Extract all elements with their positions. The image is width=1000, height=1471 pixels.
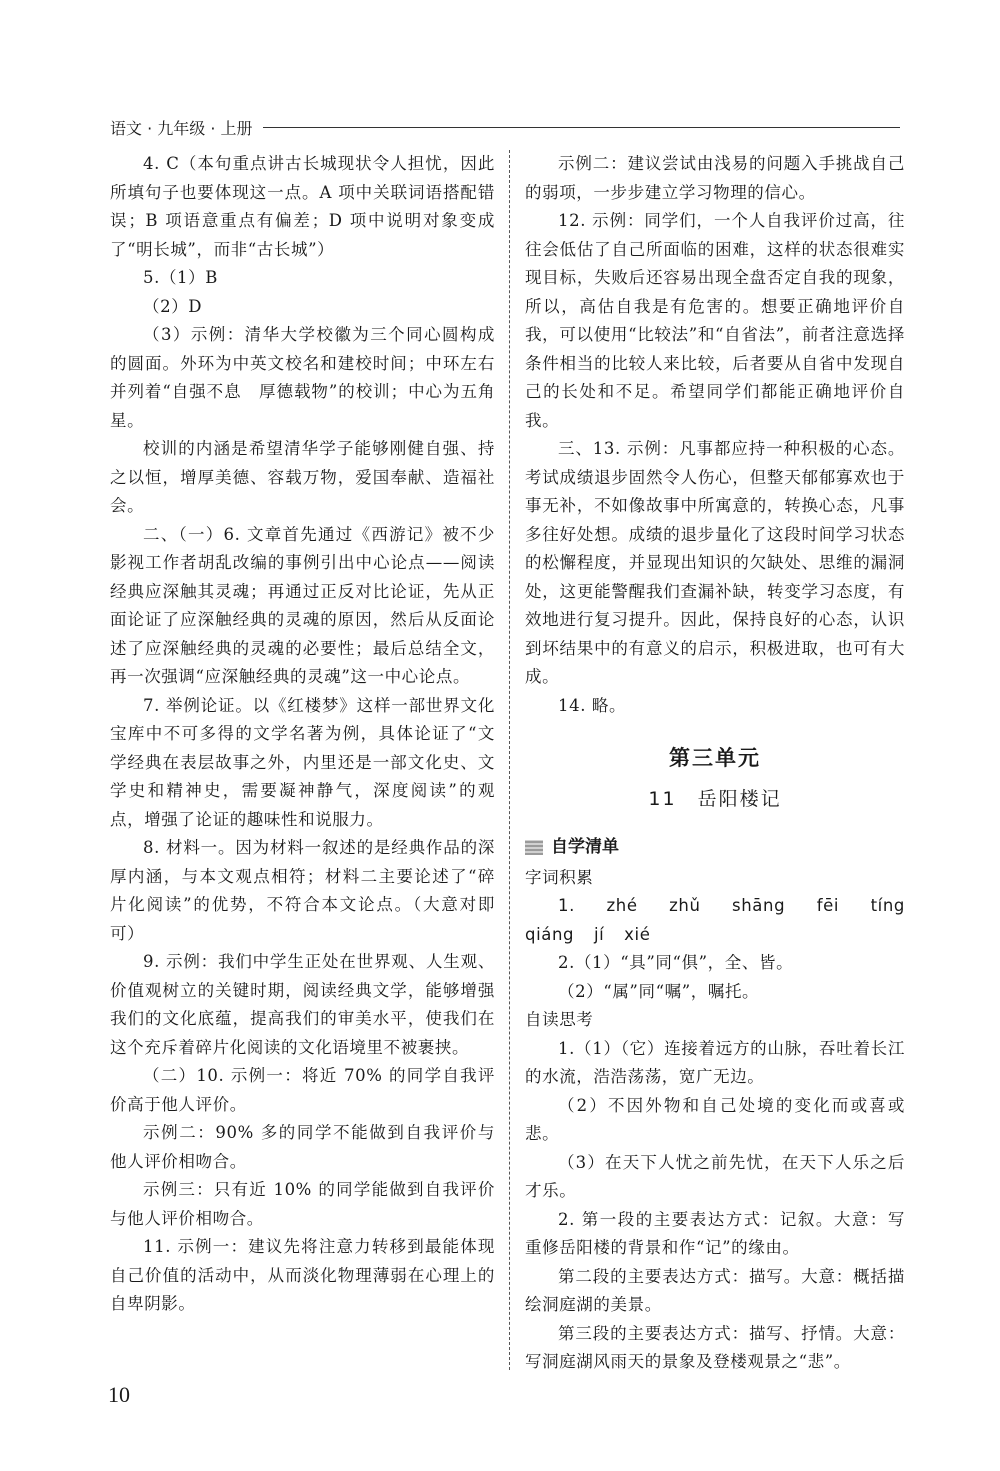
header-rule xyxy=(263,127,900,128)
answer-paragraph: （二）10. 示例一：将近 70% 的同学自我评价高于他人评价。 xyxy=(110,1066,495,1114)
answer-paragraph: 三、13. 示例：凡事都应持一种积极的心态。考试成绩退步固然令人伤心，但整天郁郁寡欢也于事无补，不如像故事中所寓意的，转换心态，凡事多往好处想。成绩的退步量化了这段时间学习状态的松懈程度，并显现出知识的欠缺处、思维的漏洞处，这更能警醒我们查漏补缺，转变学习态度，有效地进行复习提升。因此，保持良好的心态，认识到坏结果中的有意义的启示，积极进取，也可有大成。 xyxy=(525,439,905,686)
subheading-reading: 自读思考 xyxy=(525,1010,594,1029)
section-heading xyxy=(525,833,905,862)
pinyin-line: 1. zhé zhǔ shāng fēi tíng qiáng jí xié xyxy=(525,896,905,944)
answer-paragraph: 5.（1）B xyxy=(143,268,218,287)
right-column xyxy=(525,150,905,1377)
answer-paragraph: 11. 示例一：建议先将注意力转移到最能体现自己价值的活动中，从而淡化物理薄弱在心理上的自卑阴影。 xyxy=(110,1237,495,1313)
vocab-item: 2.（1）“具”同“俱”，全、皆。 xyxy=(558,953,794,972)
subheading-vocabulary: 字词积累 xyxy=(525,867,594,887)
answer-paragraph: 示例三：只有近 10% 的同学能做到自我评价与他人评价相吻合。 xyxy=(110,1180,495,1228)
left-column xyxy=(110,150,495,1319)
answer-paragraph: 二、（一）6. 文章首先通过《西游记》被不少影视工作者胡乱改编的事例引出中心论点——阅读经典应深触其灵魂；再通过正反对比论证，先从正面论证了应深触经典的灵魂的原因，然后从反面论述了应深触经典的灵魂的必要性；最后总结全文，再一次强调“应深触经典的灵魂”这一中心论点。 xyxy=(110,524,495,686)
answer-paragraph: 示例二：建议尝试由浅易的问题入手挑战自己的弱项，一步步建立学习物理的信心。 xyxy=(525,154,905,202)
answer-paragraph: 12. 示例：同学们，一个人自我评价过高，往往会低估了自己所面临的困难，这样的状态很难实现目标，失败后还容易出现全盘否定自我的现象，所以，高估自我是有危害的。想要正确地评价自我，可以使用“比较法”和“自省法”，前者注意选择条件相当的比较人来比较，后者要从自省中发现自己的长处和不足。希望同学们都能正确地评价自我。 xyxy=(525,211,905,430)
reading-item: 2. 第一段的主要表达方式：记叙。大意：写重修岳阳楼的背景和作“记”的缘由。 xyxy=(525,1209,905,1257)
reading-item: 1.（1）（它）连接着远方的山脉，吞吐着长江的水流，浩浩荡荡，宽广无边。 xyxy=(525,1038,905,1086)
answer-paragraph: （2）D xyxy=(143,296,203,316)
answer-paragraph: 8. 材料一。因为材料一叙述的是经典作品的深厚内涵，与本文观点相符；材料二主要论述了“碎片化阅读”的优势，不符合本文论点。（大意对即可） xyxy=(110,838,495,943)
answer-paragraph: 4. C（本句重点讲古长城现状令人担忧，因此所填句子也要体现这一点。A 项中关联词语搭配错误；B 项语意重点有偏差；D 项中说明对象变成了“明长城”，而非“古长城”） xyxy=(110,154,495,259)
reading-item: （2）不因外物和自己处境的变化而或喜或悲。 xyxy=(525,1095,905,1143)
column-divider xyxy=(509,150,510,1370)
answer-paragraph: 校训的内涵是希望清华学子能够刚健自强、持之以恒，增厚美德、容载万物，爱国奉献、造福社会。 xyxy=(110,439,495,515)
page-header xyxy=(110,112,900,142)
unit-title: 第三单元 xyxy=(669,746,761,770)
page-number: 10 xyxy=(108,1382,130,1407)
header-title: 语文 · 九年级 · 上册 xyxy=(110,118,253,138)
answer-paragraph: （3）示例：清华大学校徽为三个同心圆构成的圆面。外环为中英文校名和建校时间；中环左右并列着“自强不息 厚德载物”的校训；中心为五角星。 xyxy=(110,325,495,430)
lesson-title: 11 岳阳楼记 xyxy=(648,787,782,810)
reading-item: （3）在天下人忧之前先忧，在天下人乐之后才乐。 xyxy=(525,1152,905,1200)
section-marker-icon xyxy=(525,840,543,855)
answer-paragraph: 9. 示例：我们中学生正处在世界观、人生观、价值观树立的关键时期，阅读经典文学，能够增强我们的文化底蕴，提高我们的审美水平，使我们在这个充斥着碎片化阅读的文化语境里不被裹挟。 xyxy=(110,952,495,1057)
answer-paragraph: 7. 举例论证。以《红楼梦》这样一部世界文化宝库中不可多得的文学名著为例，具体论证了“文学经典在表层故事之外，内里还是一部文化史、文学史和精神史，需要凝神静气，深度阅读”的观点，增强了论证的趣味性和说服力。 xyxy=(110,695,495,829)
answer-paragraph: 14. 略。 xyxy=(558,695,627,715)
answer-paragraph: 示例二：90% 多的同学不能做到自我评价与他人评价相吻合。 xyxy=(110,1123,495,1171)
reading-item: 第三段的主要表达方式：描写、抒情。大意：写洞庭湖风雨天的景象及登楼观景之“悲”。 xyxy=(525,1323,905,1371)
section-title: 自学清单 xyxy=(551,837,619,857)
vocab-item: （2）“属”同“嘱”，嘱托。 xyxy=(558,981,760,1001)
reading-item: 第二段的主要表达方式：描写。大意：概括描绘洞庭湖的美景。 xyxy=(525,1266,905,1314)
